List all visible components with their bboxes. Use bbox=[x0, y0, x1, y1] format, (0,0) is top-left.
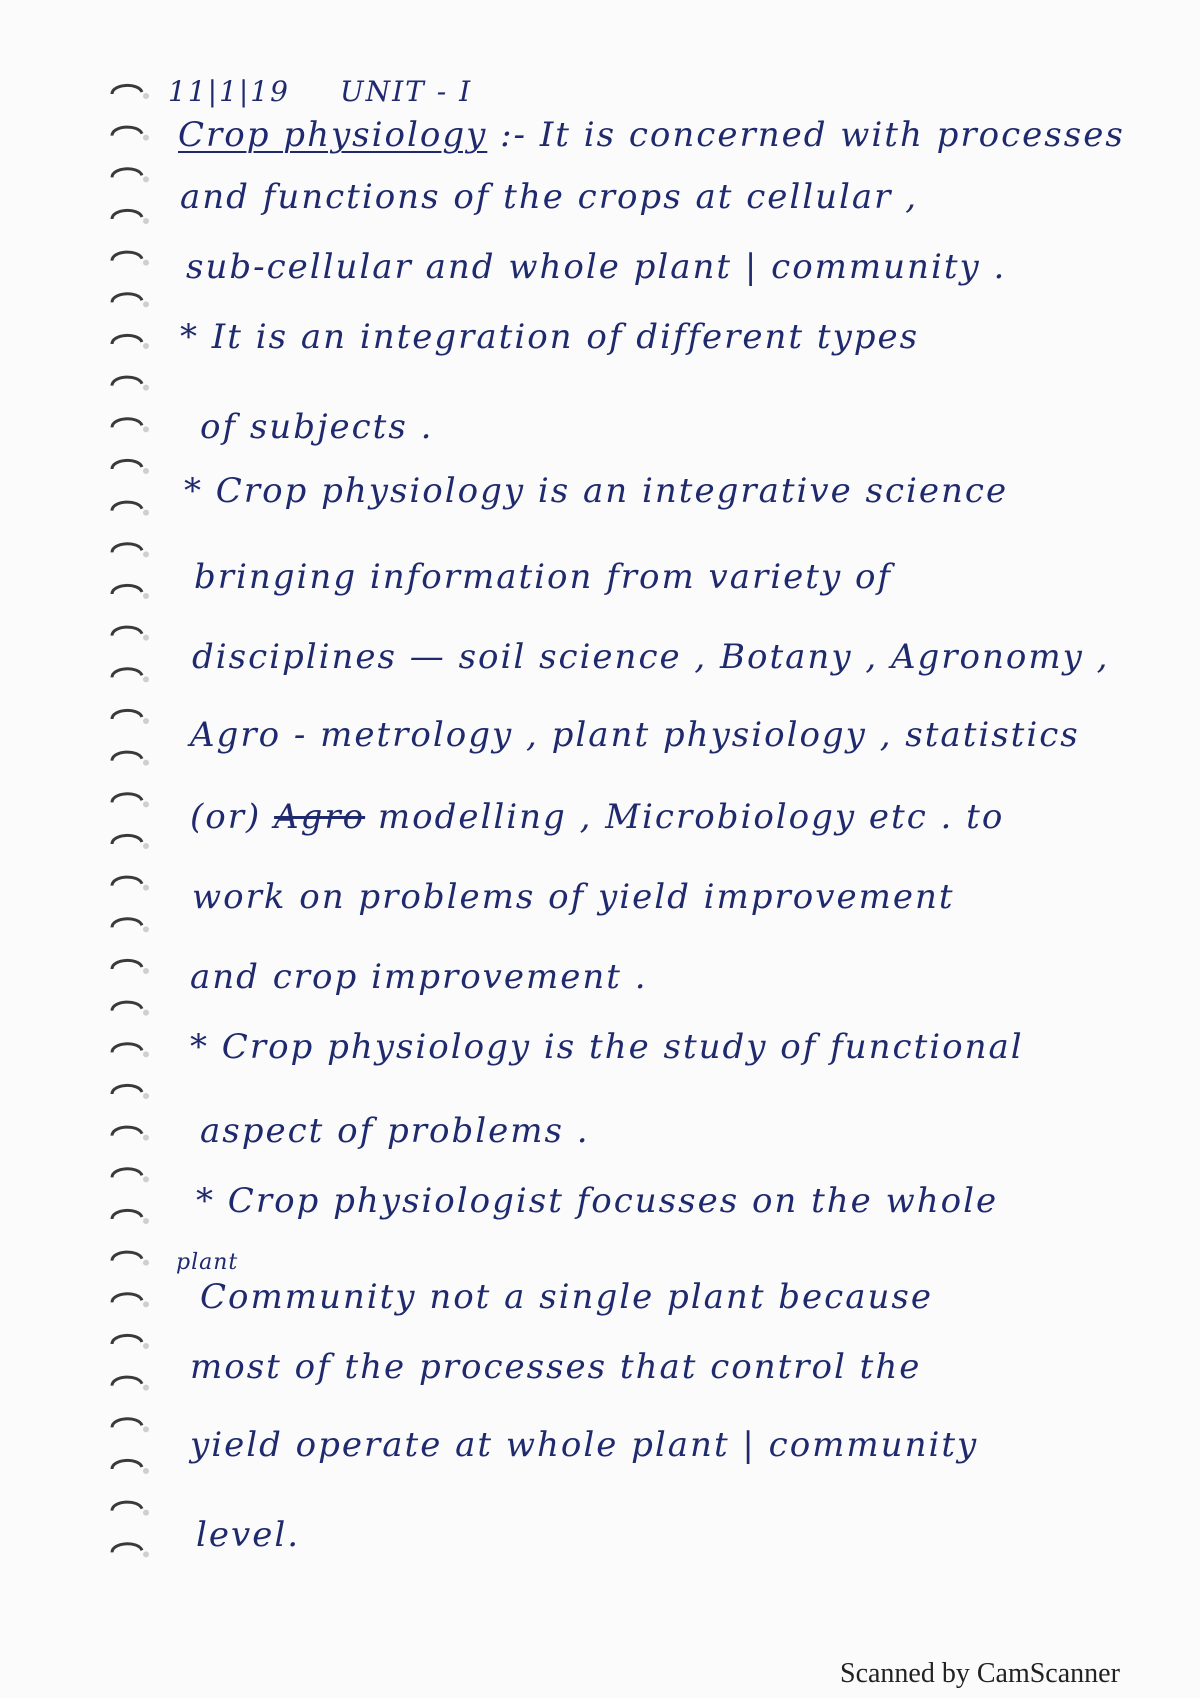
binding-ring bbox=[112, 669, 142, 678]
binding-hole bbox=[143, 926, 149, 932]
note-line-7: bringing information from variety of bbox=[194, 557, 893, 597]
binding-hole bbox=[143, 1051, 149, 1057]
binding-hole bbox=[143, 843, 149, 849]
note-line-6: * Crop physiology is an integrative science bbox=[184, 471, 1009, 511]
binding-ring bbox=[112, 1085, 142, 1094]
binding-hole bbox=[143, 385, 149, 391]
note-line-11: work on problems of yield improvement bbox=[192, 877, 955, 917]
binding-ring bbox=[112, 127, 142, 136]
binding-hole bbox=[143, 343, 149, 349]
binding-ring bbox=[112, 335, 142, 344]
note-line-8: disciplines — soil science , Botany , Agronomy , bbox=[192, 637, 1110, 677]
binding-hole bbox=[143, 1093, 149, 1099]
binding-hole bbox=[143, 968, 149, 974]
note-line-10: (or) Agro modelling , Microbiology etc . to bbox=[190, 797, 1005, 837]
binding-ring bbox=[112, 544, 142, 553]
binding-hole bbox=[143, 93, 149, 99]
binding-ring bbox=[112, 1294, 142, 1303]
note-insertion: plant bbox=[176, 1250, 239, 1275]
binding-ring bbox=[112, 377, 142, 386]
binding-ring bbox=[112, 1377, 142, 1386]
binding-hole bbox=[143, 135, 149, 141]
note-line-5: of subjects . bbox=[200, 407, 434, 447]
binding-hole bbox=[143, 1176, 149, 1182]
binding-hole bbox=[143, 1468, 149, 1474]
struck-word: Agro bbox=[274, 797, 366, 837]
binding-ring bbox=[112, 1252, 142, 1261]
binding-ring bbox=[112, 502, 142, 511]
note-line-15: * Crop physiologist focusses on the whole bbox=[196, 1181, 999, 1221]
binding-hole bbox=[143, 1510, 149, 1516]
binding-ring bbox=[112, 794, 142, 803]
note-line-1: Crop physiology :- It is concerned with processes bbox=[178, 115, 1125, 155]
binding-hole bbox=[143, 218, 149, 224]
note-line-17: most of the processes that control the bbox=[190, 1347, 922, 1387]
note-line-13: * Crop physiology is the study of functional bbox=[190, 1027, 1024, 1067]
binding-ring bbox=[112, 294, 142, 303]
binding-hole bbox=[143, 551, 149, 557]
binding-hole bbox=[143, 1010, 149, 1016]
binding-ring bbox=[112, 627, 142, 636]
binding-ring bbox=[112, 1460, 142, 1469]
binding-ring bbox=[112, 710, 142, 719]
note-line-9: Agro - metrology , plant physiology , statistics bbox=[190, 715, 1080, 755]
binding-ring bbox=[112, 919, 142, 928]
binding-ring bbox=[112, 1044, 142, 1053]
binding-ring bbox=[112, 835, 142, 844]
header-unit: UNIT - I bbox=[340, 75, 473, 108]
binding-hole bbox=[143, 885, 149, 891]
binding-ring bbox=[112, 877, 142, 886]
binding-hole bbox=[143, 1301, 149, 1307]
binding-ring bbox=[112, 1210, 142, 1219]
binding-ring bbox=[112, 1127, 142, 1136]
heading-term: Crop physiology bbox=[178, 115, 488, 155]
note-line-4: * It is an integration of different types bbox=[180, 317, 920, 357]
note-line-3: sub-cellular and whole plant | community . bbox=[186, 247, 1007, 287]
binding-ring bbox=[112, 419, 142, 428]
binding-ring bbox=[112, 1169, 142, 1178]
note-line-16: Community not a single plant because bbox=[200, 1277, 933, 1317]
binding-hole bbox=[143, 1343, 149, 1349]
binding-ring bbox=[112, 1002, 142, 1011]
note-line-19: level. bbox=[196, 1515, 301, 1555]
binding-hole bbox=[143, 801, 149, 807]
binding-ring bbox=[112, 252, 142, 261]
binding-ring bbox=[112, 460, 142, 469]
binding-hole bbox=[143, 301, 149, 307]
binding-ring bbox=[112, 752, 142, 761]
binding-hole bbox=[143, 426, 149, 432]
binding-hole bbox=[143, 260, 149, 266]
spiral-binding-icon bbox=[108, 78, 156, 1578]
binding-ring bbox=[112, 210, 142, 219]
binding-hole bbox=[143, 593, 149, 599]
binding-hole bbox=[143, 510, 149, 516]
binding-ring bbox=[112, 1419, 142, 1428]
binding-hole bbox=[143, 760, 149, 766]
note-line-14: aspect of problems . bbox=[200, 1111, 590, 1151]
binding-ring bbox=[112, 1544, 142, 1553]
binding-hole bbox=[143, 1135, 149, 1141]
binding-hole bbox=[143, 676, 149, 682]
binding-hole bbox=[143, 718, 149, 724]
binding-hole bbox=[143, 635, 149, 641]
binding-hole bbox=[143, 176, 149, 182]
binding-hole bbox=[143, 1551, 149, 1557]
binding-hole bbox=[143, 1260, 149, 1266]
binding-hole bbox=[143, 468, 149, 474]
binding-ring bbox=[112, 1335, 142, 1344]
binding-ring bbox=[112, 85, 142, 94]
note-line-18: yield operate at whole plant | community bbox=[190, 1425, 979, 1465]
binding-ring bbox=[112, 1502, 142, 1511]
binding-ring bbox=[112, 960, 142, 969]
binding-hole bbox=[143, 1426, 149, 1432]
scanner-watermark: Scanned by CamScanner bbox=[840, 1658, 1120, 1689]
note-line-12: and crop improvement . bbox=[190, 957, 648, 997]
binding-ring bbox=[112, 169, 142, 178]
binding-hole bbox=[143, 1218, 149, 1224]
header-date: 11|1|19 bbox=[168, 75, 290, 108]
binding-ring bbox=[112, 585, 142, 594]
note-line-2: and functions of the crops at cellular , bbox=[180, 177, 919, 217]
binding-hole bbox=[143, 1385, 149, 1391]
